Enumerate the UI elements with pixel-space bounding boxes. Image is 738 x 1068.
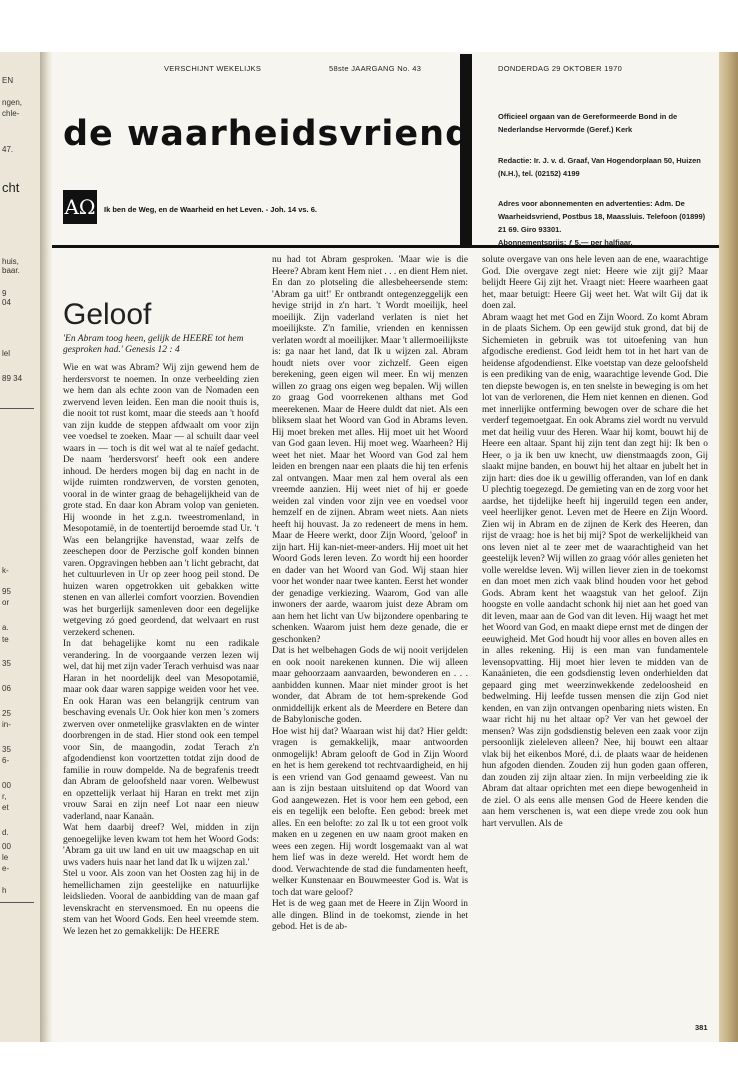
prev-text: ngen, (2, 98, 23, 107)
previous-page-strip (0, 52, 40, 1042)
prev-rule (0, 408, 34, 409)
article-column-3 (482, 255, 708, 830)
subscription-price: Abonnementsprijs: ƒ 5,— per halfjaar. (498, 238, 633, 247)
prev-text: 89 34 (2, 374, 23, 383)
paragraph: solute overgave van ons hele leven aan de ene, waarachtige God. Die overgave zegt niet: Heere wie zijt gij? Maar belijdt Heere Gij zijt het. Vraagt niet: Heere waarheen gaat het, maar betuigt: Heere Gij weet het. Wat wilt Gij dat ik doen zal. (482, 255, 708, 311)
masthead-title: de waarheidsvriend (63, 114, 472, 154)
prev-text: e- (2, 864, 10, 873)
prev-text: in- (2, 720, 11, 729)
prev-text: h (2, 886, 7, 895)
masthead-motto: Ik ben de Weg, en de Waarheid en het Leven. - Joh. 14 vs. 6. (104, 205, 317, 214)
prev-text: lel (2, 349, 11, 358)
editor-address: Redactie: Ir. J. v. d. Graaf, Van Hogendorplaan 50, Huizen (N.H.), tel. (02152) 4199 (498, 156, 701, 178)
paragraph: Hoe wist hij dat? Waaraan wist hij dat? Hier geldt: vragen is gemakkelijk, maar antwoorden onmogelijk! Abram gelooft de God in Zijn Woord en het is hem gerekend tot rechtvaardigheid, en hij is een vriend van God genaamd geweest. Van nu aan is zijn bestaan uitsluitend op dat Woord van God aangewezen. Het is voor hem een gebod, een eis en tegelijk een belofte. Een gebod: breek met alles. En een belofte: zo zal Ik u tot een groot volk maken en u zegenen en uw naam groot maken en wees een zegen. Hij wordt losgemaakt van al wat hem lief was in deze wereld. Het wordt hem de dood. Verwachtende de stad die fundamenten heeft, welker Kunstenaar en Bouwmeester God is. Wat is toch dat ware geloof? (272, 726, 468, 898)
prev-text: baar. (2, 266, 20, 275)
paragraph: Dat is het welbehagen Gods de wij nooit verijdelen en ook nooit narekenen kunnen. Die wij alleen maar gehoorzaam aanvaarden, bewonderen en . . . aanbidden kunnen. Maar niet minder groot is het wonder, dat Abram de tot hem-sprekende God onmiddellijk erkent als de Meerdere en Betere dan de Babylonische goden. (272, 646, 468, 725)
prev-rule (0, 902, 34, 903)
paragraph: In dat behagelijke komt nu een radikale verandering. In de voorgaande verzen lezen wij wel, dat hij met zijn vader Terach verhuisd was naar Haran in het noordelijk deel van Mesopotamië, maar ook daar waren sappige weiden voor het vee. En ook Haran was een belangrijk centrum van beschaving evenals Ur. Ook hier kon men 's zomers zwerven over onmetelijke grasvlakten en de winter doorbrengen in de stad. Hier stond ook een tempel voor Sin, de maangodin, zodat Terach z'n afgodendienst kon voortzetten totdat zijn dood de familie in rouw dompelde. Na de begrafenis treedt dan Abram de geloofsheld naar voren. Welbewust en opzettelijk verlaat hij Haran en trekt met zijn vrouw Sarai en zijn neef Lot naar een nieuw vaderland, naar Kanaän. (63, 639, 259, 822)
paragraph: Abram waagt het met God en Zijn Woord. Zo komt Abram in de plaats Sichem. Op een gewijd stuk grond, dat bij de Sichemieten in gebruik was tot uitoefening van hun afgodische eredienst. God leidt hem tot in het hart van de heidense afgodendienst. Elke voetstap van deze geloofsheld is een prediking van de enig, waarachtige levende God. Die ten diepste bewogen is, en ten snelste in beweging is om het lot van de verlorenen, die Hem niet kennen en dienen. God met innerlijke ontferming bewogen over de schare die het verderf tegemoetgaat. En ook Abrams ziel wordt nu vervuld met dat heilig vuur des Heren. Waar hij komt, bouwt hij de Heere een altaar. Spant hij zijn tent dan zegt hij: Ik ben o Heer, o ja ik ben uw knecht, uw dienstmaagds zoon, Gij slaakt mijne banden, en bouwt hij het altaar en jubelt het in zijn hart: dies doe ik u gewillig offeranden, van lof en dank U plechtig toegezegd. De gemieting van en de zorg voor het aardse, het tijdelijke heeft hij ingeruild tegen een ander, veel heerlijker genot. Leven met de Heere en Zijn Woord. Zien wij in Abram en de zijnen de Kerk des Heeren, dan rijst de vraag: hoe is het bij mij? Spot de werkelijkheid van ons leven niet al te zeer met de waarachtigheid van het geestelijk leven? Wij willen zo graag vóór alles genieten het volle wereldse leven. Wij willen liever zien in de toekomst en dan moet men zich vaak blind houden voor het gebod Gods. Abram kent het waagstuk van het geloof. Zijn hoogste en volle aandacht schonk hij niet aan het goed van dit leven, maar aan de God van dit leven. Hij waagt het met het Woord van God, en maakt diepe ernst met de dingen der eeuwigheid. Met God houdt hij voor alles en boven alles en in alles rekening. Hij is een man van fundamentele levensopvatting. Hij moet hier leven te midden van de Kanaänieten, die een godsdienstig leven onderhielden dat gepaard ging met weerzinwekkende zedeloosheid en bedwelming. Hij leefde tussen mensen die zijn God niet kenden, en van zijn ontvangen openbaring niets wisten. En waar richt hij nu het altaar op? Ver van het gewoel der mensen? Was zijn godsdienstig beleven een zaak voor zijn persoonlijk zieleleven alleen? Nee, hij bouwt een altaar vlak bij het eikenbos Moré, d.i. de plaats waar de heidenen hun afgoden dienden. Zouden zij hun goden gaan offeren, dan zouden zij zijn altaar zien. In mijn verbeelding zie ik Abram dat altaar oprichten met een diepe bewogenheid in de ziel. O als eens alle mensen God de Heere kenden die aan hem verschenen is, wat een diepe vrede zou ook hun hart vervullen. Als de (482, 312, 708, 829)
prev-text: r, (2, 792, 7, 801)
article-column-2 (272, 255, 468, 934)
page-number: 381 (695, 1023, 708, 1032)
official-organ: Officieel orgaan van de Gereformeerde Bond in de Nederlandse Hervormde (Geref.) Kerk (498, 112, 678, 134)
prev-text: 95 (2, 587, 11, 596)
article-subtitle: 'En Abram toog heen, gelijk de HEERE tot hem gesproken had.' Genesis 12 : 4 (63, 334, 244, 355)
prev-text: le (2, 853, 9, 862)
prev-text: et (2, 803, 9, 812)
prev-text: 04 (2, 298, 11, 307)
prev-text: 25 (2, 709, 11, 718)
article-title: Geloof (63, 298, 152, 331)
prev-text: EN (2, 76, 14, 85)
paragraph: Stel u voor. Als zoon van het Oosten zag hij in de hemellichamen zijn geestelijke en natuurlijke leidslieden. Vooral de aanbidding van de maan gaf levenskracht en stervensmoed. En nu opeens die stem van het Woord Gods. Een heel vreemde stem. We lezen het zo gemakkelijk: De HEERE (63, 869, 259, 937)
prev-text: chle- (2, 109, 20, 118)
subscription-address: Adres voor abonnementen en advertenties: Adm. De Waarheidsvriend, Postbus 18, Maassluis. Telefoon (01899) 21 69. Giro 93301. (498, 199, 706, 234)
prev-text: 47. (2, 145, 14, 154)
prev-text: huis, (2, 257, 19, 266)
article-column-1 (63, 363, 259, 938)
header-frequency: VERSCHIJNT WEKELIJKS (164, 64, 262, 73)
book-edge (719, 52, 738, 1042)
prev-text: k- (2, 566, 9, 575)
paragraph: nu had tot Abram gesproken. 'Maar wie is die Heere? Abram kent Hem niet . . . en dient Hem niet. En dan zo plotseling die allesbeheersende stem: 'Abram ga uit!' Er ontbrandt ontegenzeggelijk een hevige strijd in z'n hart. 't Wordt moeilijk, heel moeilijk. Zijn vaderland verlaten is niet het moeilijkste. Z'n familie, vrienden en kennissen verlaten wordt al moeilijker. Maar 't allermoeilijkste is: ga naar het land, dat Ik u wijzen zal. Abram houdt niets over voor zichzelf. Geen eigen berekening, geen eigen wil meer. En wij menzen willen zo graag ons eigen weg bepalen. Wij willen zo graag God voorrekenen althans met God meerekenen. Maar de Heere duldt dat niet. Als een bliksem slaat het Woord van God in Abrams leven. Hij moet breken met alles. Hij moet uit het Woord van God gaan leven. Hij moet weg. Waarheen? Hij weet het niet. Maar het Woord van God zal hem leiden en brengen naar een plaats die hij ten erfenis zal ontvangen. Maar men zal hem overal als een vreemde aanzien. Hij weet niet of hij er goede weiden zal vinden voor zijn vee en voedsel voor hemzelf en de zijnen. Abram weet niets. Aan niets heeft hij houvast. Ja zo redeneert de mens in hem. Maar de Heere werkt, door Zijn Woord, 'geloof' in zijn hart. Hij kan-niet-meer-anders. Hij moet uit het Woord Gods leren leven. Zo wordt hij een hoorder en dader van het Woord van God. Wij staan hier voor het wonder naar twee kanten. Eerst het wonder der genadige verkiezing. Waarom, God van alle inwoners der aarde, waarom juist deze Abram om aan hem het licht van Uw bijzondere openbaring te schenken. Waarom juist hem deze genade, die er geschonken? (272, 255, 468, 645)
prev-text: 35 (2, 745, 11, 754)
prev-text: d. (2, 828, 9, 837)
prev-text: or (2, 598, 10, 607)
prev-text: 00 (2, 781, 11, 790)
prev-text: te (2, 635, 9, 644)
prev-text: 35 (2, 659, 11, 668)
paragraph: Het is de weg gaan met de Heere in Zijn Woord in alle dingen. Blind in de toekomst, ziende in het gebod. Het is de ab- (272, 899, 468, 932)
prev-text: 00 (2, 842, 11, 851)
header-date: DONDERDAG 29 OKTOBER 1970 (498, 64, 623, 73)
header-volume: 58ste JAARGANG No. 43 (329, 64, 422, 73)
newspaper-page (52, 52, 719, 1042)
prev-text: cht (2, 180, 20, 195)
paragraph: Wie en wat was Abram? Wij zijn gewend hem de herdersvorst te noemen. In onze verbeelding zien we hem dan als echte zoon van de Nomaden een zwervend leven leiden. Een man die nooit thuis is, die nooit tot rust komt, maar die steeds aan 't hoofd van zijn kudde de steppen afdwaalt om voor zijn vee voedsel te zoeken. Maar — al schuilt daar veel waars in — toch is dit wel wat al te naïef gedacht. De naam 'herdersvorst' heeft ook een andere inhoud. De herders mogen bij dag en nacht in de wijde ruimten rondzwerven, de vorsten genoten, vooral in de winter graag de behagelijkheid van de grote stad. En daar kon Abram volop van genieten. Hij woonde in het z.g.n. tweestromenland, in Mesopotamië, in de toentertijd beroemde stad Ur. 't Was een belangrijke havenstad, waar zelfs de zeeschepen door de Perzische golf konden binnen varen. Opgravingen hebben aan 't licht gebracht, dat het cultuurleven in Ur op zeer hoog peil stond. De huizen waren opgetrokken uit gebakken witte stenen en van allerlei comfort voorzien. Bovendien was het burgerlijk samenleven door een degelijke wetgeving zó goed geordend, dat welvaart en rust verzekerd schenen. (63, 363, 259, 638)
prev-text: 9 (2, 289, 7, 298)
prev-text: 6- (2, 756, 10, 765)
prev-text: 06 (2, 684, 11, 693)
prev-text: a. (2, 623, 9, 632)
paragraph: Wat hem daarbij dreef? Wel, midden in zijn genoegelijke leven kwam tot hem het Woord Gods: 'Abram ga uit uw land en uit uw maagschap en uit uws vaders huis naar het land dat Ik u wijzen zal.' (63, 823, 259, 868)
alpha-omega-logo: AΩ (63, 190, 97, 224)
page-gutter (40, 52, 52, 1042)
